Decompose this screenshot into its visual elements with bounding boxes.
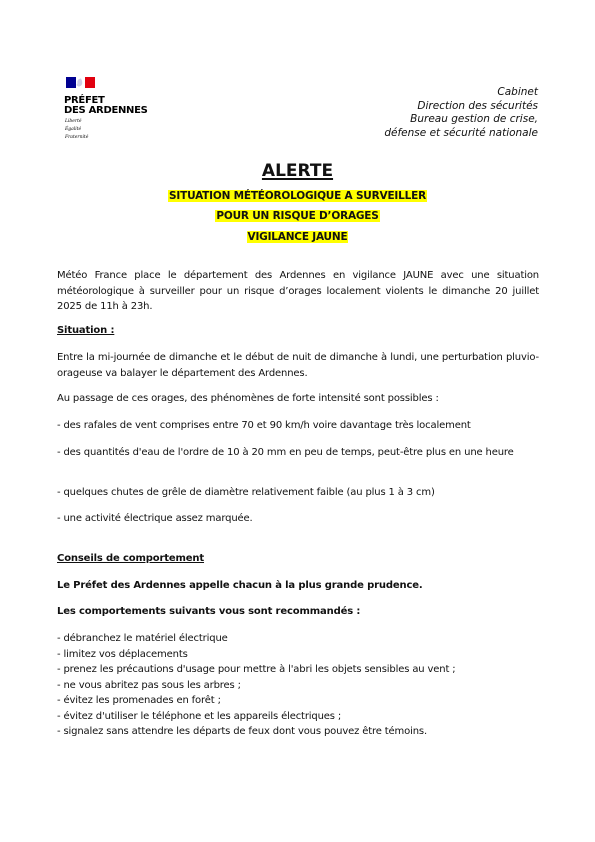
situation-heading: Situation : <box>57 325 115 336</box>
republic-flag-icon <box>66 77 95 88</box>
subtitle-text-3: VIGILANCE JAUNE <box>247 231 348 243</box>
motto-liberte: Liberté <box>65 119 82 124</box>
recommendations-heading: Les comportements suivants vous sont recommandés : <box>57 606 361 617</box>
phenomenon-rain: - des quantités d'eau de l'ordre de 10 à 20 mm en peu de temps, peut-être plus en une heure <box>57 447 514 458</box>
intro-paragraph: Météo France place le département des Ardennes en vigilance JAUNE avec une situation météorologique à surveiller pour un risque d’orages localement violents le dimanche 20 juillet 2025 de 11h à 23h. <box>57 270 539 312</box>
phenomenon-hail: - quelques chutes de grêle de diamètre relativement faible (au plus 1 à 3 cm) <box>57 487 435 498</box>
title-text: ALERTE <box>261 161 334 181</box>
recommendations-list <box>57 631 539 740</box>
phenomena-intro: Au passage de ces orages, des phénomènes de forte intensité sont possibles : <box>57 393 439 404</box>
situation-paragraph: Entre la mi-journée de dimanche et le début de nuit de dimanche à lundi, une perturbation pluvio-orageuse va balayer le département des Ardennes. <box>57 352 539 379</box>
page-title <box>0 160 595 182</box>
list-item: - évitez d'utiliser le téléphone et les appareils électriques ; <box>57 710 342 722</box>
list-item: - prenez les précautions d'usage pour mettre à l'abri les objets sensibles au vent ; <box>57 664 456 675</box>
prefecture-logo <box>64 77 174 147</box>
marianne-profile-icon <box>75 78 85 87</box>
list-item: - signalez sans attendre les départs de feux dont vous pouvez être témoins. <box>57 726 427 737</box>
logo-line-ardennes: DES ARDENNES <box>64 105 148 116</box>
list-item: - ne vous abritez pas sous les arbres ; <box>57 679 241 691</box>
prefet-appeal: Le Préfet des Ardennes appelle chacun à la plus grande prudence. <box>57 580 423 591</box>
logo-line-prefet: PRÉFET <box>64 95 105 106</box>
list-item: - débranchez le matériel électrique <box>57 633 228 644</box>
subtitle-line-1 <box>0 189 595 203</box>
motto-fraternite: Fraternité <box>65 135 89 140</box>
flag-red-band <box>85 77 95 88</box>
conseils-heading: Conseils de comportement <box>57 553 205 564</box>
list-item: - évitez les promenades en forêt ; <box>57 695 221 706</box>
service-line-bureau: Bureau gestion de crise, <box>410 113 538 125</box>
phenomenon-wind: - des rafales de vent comprises entre 70 et 90 km/h voire davantage très localement <box>57 420 471 431</box>
subtitle-line-2 <box>0 209 595 223</box>
service-block <box>384 86 538 140</box>
service-line-cabinet: Cabinet <box>497 86 538 98</box>
phenomenon-lightning: - une activité électrique assez marquée. <box>57 513 253 524</box>
service-line-direction: Direction des sécurités <box>417 99 538 112</box>
subtitle-line-3 <box>0 230 595 244</box>
subtitle-text-2: POUR UN RISQUE D’ORAGES <box>216 210 379 222</box>
motto-egalite: Égalité <box>65 127 82 132</box>
service-line-defense: défense et sécurité nationale <box>384 126 538 139</box>
subtitle-text-1: SITUATION MÉTÉOROLOGIQUE A SURVEILLER <box>169 190 426 202</box>
list-item: - limitez vos déplacements <box>57 648 188 660</box>
